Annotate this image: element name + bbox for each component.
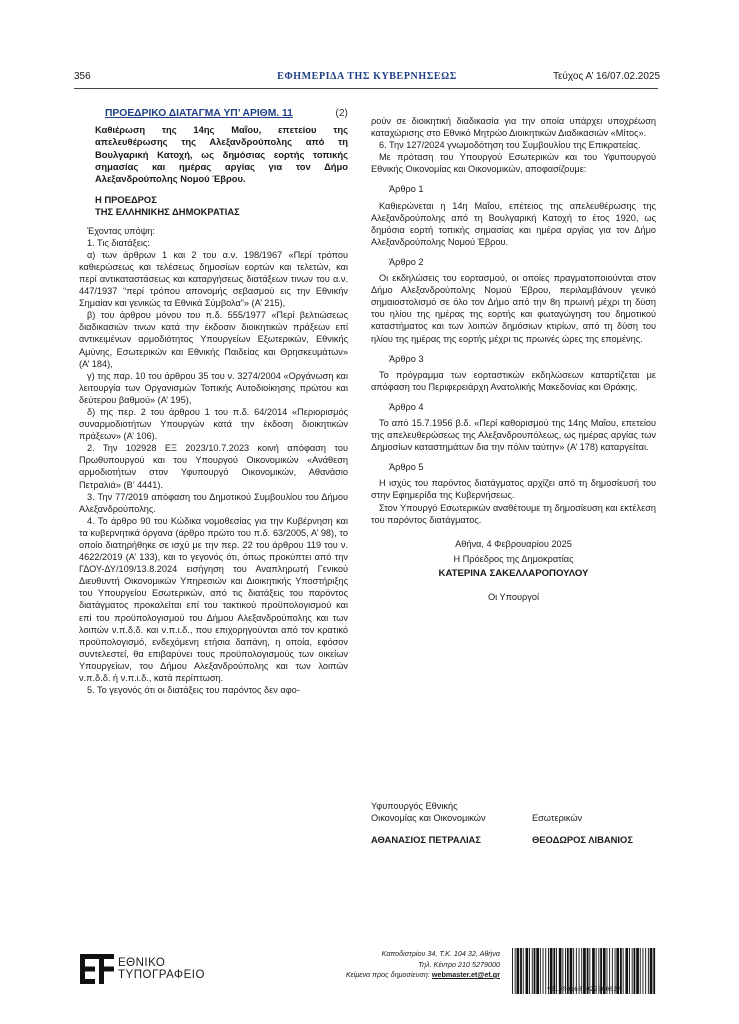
paragraph: 3. Την 77/2019 απόφαση του Δημοτικού Συμβουλίου του Δήμου Αλεξανδρούπολης. [79, 491, 348, 514]
minister-1-title [371, 800, 486, 824]
paragraph: 6. Την 127/2024 γνωμοδότηση του Συμβουλίου της Επικρατείας. [379, 140, 641, 151]
article-1-title: Άρθρο 1 [389, 184, 424, 195]
paragraph: 5. Το γεγονός ότι οι διατάξεις του παρόντος δεν αφο- [87, 685, 300, 696]
page-number: 356 [74, 71, 91, 82]
paragraph: 2. Την 102928 ΕΞ 2023/10.7.2023 κοινή απόφαση του Πρωθυπουργού και του Υπουργού Οικονομικών «Ανάθεση αρμοδιοτήτων στον Υφυπουργό Οικονομικών, Αθανάσιο Πετραλιά» (Β’ 4441). [79, 443, 348, 490]
minister-2-title: Εσωτερικών [532, 813, 583, 823]
issue-number: Τεύχος Α’ 16/07.02.2025 [552, 71, 660, 82]
decree-subject: Καθιέρωση της 14ης Μαΐου, επετείου της απελευθέρωσης της Αλεξανδρούπολης από τη Βουλγαρική Κατοχή, ως δημόσιας εορτής τοπικής σημασίας και ημέρας αργίας για τον Δήμο Αλεξανδρούπολης Νομού Έβρου. [95, 124, 348, 185]
president-heading-2: ΤΗΣ ΕΛΛΗΝΙΚΗΣ ΔΗΜΟΚΡΑΤΙΑΣ [95, 206, 240, 218]
logo-line-1: ΕΘΝΙΚΟ [118, 957, 166, 969]
minister-2-name: ΘΕΟΔΩΡΟΣ ΛΙΒΑΝΙΟΣ [532, 834, 633, 845]
footer-contact [285, 949, 500, 981]
paragraph: α) των άρθρων 1 και 2 του α.ν. 198/1967 «Περί τρόπου καθιερώσεως και τελέσεως δημοσίων εορτών και τελετών, και περί αντικαταστάσεως και καταργήσεως διατάξεων τινων του α.ν. 447/1937 “περί τρόπου απονομής σεβασμού εις την Εθνικήν Σημαίαν και γενικώς τα Εθνικά Σύμβολα”» (Α’ 215), [79, 249, 348, 309]
president-label: Η Πρόεδρος της Δημοκρατίας [453, 553, 574, 564]
left-column [79, 108, 348, 696]
article-2-title: Άρθρο 2 [389, 256, 424, 267]
decree-title-text: ΠΡΟΕΔΡΙΚΟ ΔΙΑΤΑΓΜΑ ΥΠ’ ΑΡΙΘΜ. 11 [105, 108, 293, 119]
logo-line-2: ΤΥΠΟΓΡΑΦΕΙΟ [118, 969, 205, 981]
footer-phone: Τηλ. Κέντρο 210 5279000 [418, 959, 500, 969]
article-5-text: Στον Υπουργό Εσωτερικών αναθέτουμε τη δημοσίευση και εκτέλεση του παρόντος διατάγματος. [371, 502, 656, 525]
header-divider [74, 88, 658, 89]
national-printing-office-logo [80, 952, 250, 986]
article-4-text: Το από 15.7.1956 β.δ. «Περί καθορισμού της 14ης Μαΐου, επετείου της απελευθερώσεως της Αλεξανδρουπόλεως, ως ημέρας αργίας των Δημοσίων καταστημάτων δια την πόλιν ταύτην» (Α’ 178) καταργείται. [371, 417, 656, 453]
article-4-title: Άρθρο 4 [389, 401, 424, 412]
footer-submission-label: Κείμενα προς δημοσίευση: [345, 970, 430, 979]
article-1-text: Καθιερώνεται η 14η Μαΐου, επέτειος της απελευθέρωσης της Αλεξανδρούπολης από τη Βουλγαρική Κατοχή το έτος 1920, ως δημόσια εορτή τοπικής σημασίας και ημέρα αργίας για τον Δήμο Αλεξανδρούπολης Νομού Έβρου. [371, 200, 656, 247]
footer-address: Καποδιστρίου 34, Τ.Κ. 104 32, Αθήνα [381, 949, 500, 958]
paragraph: δ) της περ. 2 του άρθρου 1 του π.δ. 64/2014 «Περιορισμός συναρμοδιοτήτων Υπουργών κατά την έκδοση διοικητικών πράξεων» (Α’ 106). [79, 406, 348, 442]
gazette-title: ΕΦΗΜΕΡΙΔΑ ΤΗΣ ΚΥΒΕΡΝΗΣΕΩΣ [277, 71, 457, 82]
president-name: ΚΑΤΕΡΙΝΑ ΣΑΚΕΛΛΑΡΟΠΟΥΛΟΥ [438, 567, 589, 579]
paragraph: 1. Τις διατάξεις: [87, 237, 150, 248]
et-logo-icon [80, 954, 114, 984]
paragraph: β) του άρθρου μόνου του π.δ. 555/1977 «Περί βελτιώσεως διαδικασιών τινων κατά την έκδοσιν διοικητικών πράξεων επί αντικειμένων αρμοδιότητος Υπουργείων Εξωτερικών, Εθνικής Αμύνης, Εσωτερικών και Εθνικής Παιδείας και Θρησκευμάτων» (Α’ 184), [79, 310, 348, 369]
article-3-title: Άρθρο 3 [389, 353, 424, 364]
minister-1-title-line: Υφυπουργός Εθνικής [371, 801, 458, 811]
ministers-label: Οι Υπουργοί [487, 592, 539, 602]
article-3-text: Το πρόγραμμα των εορταστικών εκδηλώσεων καταρτίζεται με απόφαση του Περιφερειάρχη Ανατολικής Μακεδονίας και Θράκης. [371, 369, 656, 392]
paragraph: γ) της παρ. 10 του άρθρου 35 του ν. 3274/2004 «Οργάνωση και λειτουργία των Οργανισμών Τοπικής Αυτοδιοίκησης πρώτου και δεύτερου βαθμού» (Α’ 195), [79, 370, 348, 405]
paragraph: 4. Το άρθρο 90 του Κώδικα νομοθεσίας για την Κυβέρνηση και τα κυβερνητικά όργανα (άρθρο πρώτο του π.δ. 63/2005, Α’ 98), το οποίο διατηρήθηκε σε ισχύ με την περ. 22 του άρθρου 119 του ν. 4622/2019 (Α’ 133), και το γεγονός ότι, όπως προκύπτει από την ΓΔΟΥ-ΔΥ/109/13.8.2024 εισήγηση του Αναπληρωτή Γενικού Διευθυντή Οικονομικών Υπηρεσιών και Διοικητικής Υποστήριξης του Υπουργείου Εσωτερικών, από τις διατάξεις του παρόντος διατάγματος προκαλείται επί του τακτικού προϋπολογισμού και επί του προϋπολογισμού του Δήμου Αλεξανδρούπολης και των λοιπών ν.π.δ.δ. και ν.π.ι.δ., που επιχορηγούνται από τον κρατικό προϋπολογισμό, ενδεχόμενη ετήσια δαπάνη, η οποία, εφόσον συντελεστεί, θα επιβαρύνει τους προϋπολογισμούς των οικείων Υπουργείων, του Δήμου Αλεξανδρούπολης και των λοιπών ν.π.δ.δ. ή ν.π.ι.δ., κατά περίπτωση. [79, 515, 348, 684]
minister-1-name: ΑΘΑΝΑΣΙΟΣ ΠΕΤΡΑΛΙΑΣ [371, 834, 481, 845]
logo-text [118, 957, 205, 981]
decree-number-ref: (2) [335, 108, 348, 119]
signing-date: Αθήνα, 4 Φεβρουαρίου 2025 [455, 538, 572, 549]
article-2-text: Οι εκδηλώσεις του εορτασμού, οι οποίες πραγματοποιούνται στον Δήμο Αλεξανδρούπολης Νομού Έβρου, περιλαμβάνουν γενικό σημαιοστολισμό σε όλο τον Δήμο από την 8η πρωινή μέχρι τη δύση του ηλίου της ημέρας της εορτής και φωταγώγηση του δημοτικού καταστήματος και των λοιπών δημόσιων κτιρίων, από τη δύση του ηλίου της ημέρας της εορτής μέχρι τις πρωινές ώρες της επομένης. [371, 273, 656, 344]
paragraph: Έχοντας υπόψη: [87, 225, 155, 236]
minister-1-title-line: Οικονομίας και Οικονομικών [371, 813, 486, 824]
article-5-text: Η ισχύς του παρόντος διατάγματος αρχίζει από τη δημοσίευσή του στην Εφημερίδα της Κυβερνήσεως. [371, 478, 656, 501]
decree-title [79, 108, 348, 120]
paragraph: Με πρόταση του Υπουργού Εσωτερικών και του Υφυπουργού Εθνικής Οικονομίας και Οικονομικών, αποφασίζουμε: [371, 152, 656, 175]
right-column [371, 115, 656, 603]
paragraph: ρούν σε διοικητική διαδικασία για την οποία υπάρχει υποχρέωση καταχώρισης στο Εθνικό Μητρώο Διοικητικών Διαδικασιών «Μίτος». [371, 116, 656, 139]
footer-email-link[interactable]: webmaster.et@et.gr [431, 970, 500, 979]
page-header [74, 71, 660, 87]
article-5-title: Άρθρο 5 [389, 462, 424, 473]
barcode-number: *01000160702250002* [546, 986, 622, 993]
footer-submission [285, 970, 500, 981]
president-heading-1: Η ΠΡΟΕΔΡΟΣ [95, 193, 157, 205]
